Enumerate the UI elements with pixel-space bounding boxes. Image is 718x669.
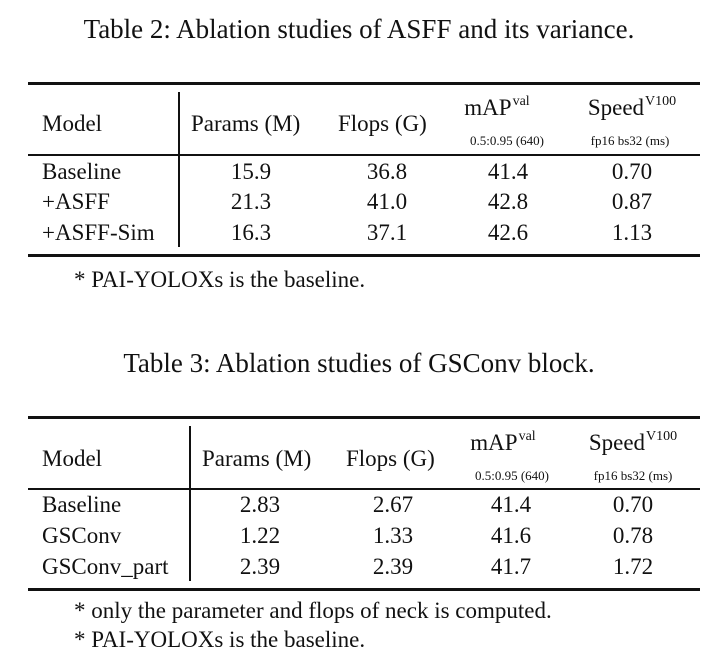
table2-note-1: * PAI-YOLOXs is the baseline. (74, 267, 366, 292)
table3-header-map (470, 431, 535, 454)
table3-row2-model: GSConv (42, 523, 122, 548)
table3-row3-params: 2.39 (239, 554, 281, 579)
table2-header-map (464, 96, 529, 119)
table2-row2-map: 42.8 (487, 189, 529, 214)
table2-header-map-label: mAP (464, 95, 512, 120)
table2-row3-model: +ASFF-Sim (42, 220, 155, 245)
table2-row1-params: 15.9 (230, 159, 272, 184)
table3-row3-flops: 2.39 (372, 554, 414, 579)
table3-note-2: * PAI-YOLOXs is the baseline. (74, 627, 366, 652)
table2-header-params: Params (M) (191, 111, 301, 136)
table2-row3-speed: 1.13 (611, 220, 653, 245)
table3-header-rule (28, 488, 700, 490)
table2-header-speed-sub: fp16 bs32 (ms) (590, 133, 670, 148)
table2-row3-flops: 37.1 (366, 220, 408, 245)
table2-row2-flops: 41.0 (366, 189, 408, 214)
table3-row1-speed: 0.70 (612, 492, 654, 517)
table3-column-divider (189, 426, 191, 581)
table2-header-flops: Flops (G) (338, 111, 427, 136)
table3-row2-map: 41.6 (490, 523, 532, 548)
table3-header-speed (589, 431, 677, 454)
table2-header-speed-label: Speed (587, 95, 645, 120)
table3-row2-speed: 0.78 (612, 523, 654, 548)
table3-row1-params: 2.83 (239, 492, 281, 517)
table3-header-speed-label: Speed (588, 430, 646, 455)
table3-bottom-rule (28, 588, 700, 591)
table2-caption: Table 2: Ablation studies of ASFF and its variance. (83, 14, 635, 44)
table2-row2-model: +ASFF (42, 189, 110, 214)
table3-header-speed-sub: fp16 bs32 (ms) (593, 468, 673, 483)
table3-header-flops: Flops (G) (346, 446, 435, 471)
table2-row1-speed: 0.70 (611, 159, 653, 184)
table3-top-rule (28, 416, 700, 419)
table2-header-map-sup: val (512, 94, 530, 109)
table2-row1-flops: 36.8 (366, 159, 408, 184)
table2-header-rule (28, 154, 700, 156)
table3-header-map-sub: 0.5:0.95 (640) (474, 468, 550, 483)
table2-header-speed (588, 96, 676, 119)
table3-row1-flops: 2.67 (372, 492, 414, 517)
table3-header-map-label: mAP (470, 430, 518, 455)
table2-header-speed-sup: V100 (645, 94, 677, 109)
table2-column-divider (178, 92, 180, 247)
table2-header-model: Model (42, 111, 103, 136)
table2-row1-map: 41.4 (487, 159, 529, 184)
table3-row2-params: 1.22 (239, 523, 281, 548)
table2-header-map-sub: 0.5:0.95 (640) (469, 133, 545, 148)
table2-row1-model: Baseline (42, 159, 122, 184)
table3-row3-speed: 1.72 (612, 554, 654, 579)
table2-bottom-rule (28, 254, 700, 257)
table2-row3-params: 16.3 (230, 220, 272, 245)
table3-row3-model: GSConv_part (42, 554, 169, 579)
table3-row1-map: 41.4 (490, 492, 532, 517)
table3-row3-map: 41.7 (490, 554, 532, 579)
table3-header-map-sup: val (518, 429, 536, 444)
table3-header-params: Params (M) (202, 446, 312, 471)
table3-caption: Table 3: Ablation studies of GSConv block. (123, 348, 595, 378)
table3-header-speed-sup: V100 (646, 429, 678, 444)
table2-top-rule (28, 82, 700, 85)
table3-header-model: Model (42, 446, 103, 471)
table3-note-1: * only the parameter and flops of neck is computed. (74, 598, 552, 623)
table3-row2-flops: 1.33 (372, 523, 414, 548)
table2-row2-params: 21.3 (230, 189, 272, 214)
table3-row1-model: Baseline (42, 492, 122, 517)
table2-row2-speed: 0.87 (611, 189, 653, 214)
table2-row3-map: 42.6 (487, 220, 529, 245)
